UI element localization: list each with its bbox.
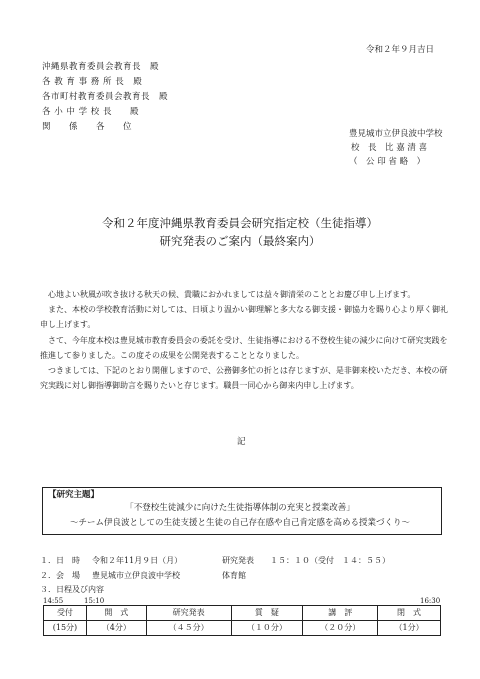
addressee-line: 各 教 育 事 務 所 長 殿 (42, 77, 143, 87)
body-paragraph: つきましては、下記のとおり開催しますので、公務御多忙の折とは存じますが、是非御来校いただき、本校の研究実践に対し御指導御助言を賜りたいと存じます。職員一同心から御来内申し上げます。 (40, 366, 448, 391)
schedule-duration: (15分) (44, 621, 87, 636)
schedule-event: 講 評 (303, 606, 378, 621)
time-mid: 15:10 (84, 597, 105, 605)
info-hall: 体育館 (222, 570, 246, 580)
research-theme-label: 【研究主題】 (48, 490, 100, 500)
research-theme-sub: ～チーム伊良波としての生徒支援と生徒の自己存在感や自己肯定感を高める授業づくり～ (69, 518, 410, 528)
schedule-event: 開 式 (86, 606, 146, 621)
info-label-schedule: ３．日程及び内容 (40, 585, 104, 594)
addressee-line: 沖縄県教育委員会教育長 殿 (42, 62, 160, 72)
document-title (0, 214, 480, 250)
body-text (40, 287, 450, 393)
addressee-line: 各 小 中 学 校 長 殿 (42, 107, 140, 117)
schedule-duration: （4分） (86, 621, 146, 636)
addressee-line: 各市町村教育委員会教育長 殿 (42, 92, 169, 102)
info-label-presentation: 研究発表 (222, 556, 254, 565)
schedule-event: 受付 (44, 606, 87, 621)
schedule-event: 質 疑 (231, 606, 303, 621)
schedule-duration: （１０分） (231, 621, 303, 636)
schedule-row-durations (44, 621, 441, 636)
info-label-datetime: １．日 時 (40, 556, 80, 565)
ki-heading: 記 (237, 437, 246, 447)
addressee-line: 関 係 各 位 (42, 122, 133, 132)
schedule-event: 閉 式 (378, 606, 441, 621)
schedule-row-events (44, 606, 441, 621)
addressee-list (42, 60, 168, 135)
body-paragraph: 心地よい秋風が吹き抜ける秋天の候、貴職におかれましては益々御清栄のこととお慶び申し上げます。 (48, 290, 416, 299)
info-venue: 豊見城市立伊良波中学校 (92, 570, 180, 580)
body-paragraph: また、本校の学校教育活動に対しては、日頃より温かい御理解と多大なる御支援・御協力を賜り心より厚く御礼申し上げます。 (40, 305, 448, 330)
schedule-event: 研究発表 (146, 606, 231, 621)
info-label-venue: ２．会 場 (40, 570, 80, 580)
title-line-2: 研究発表のご案内（最終案内） (159, 234, 321, 248)
time-end: 16:30 (420, 597, 441, 605)
info-date: 令和２年11月９日（月） (92, 556, 183, 565)
schedule-duration: （２０分） (303, 621, 378, 636)
info-time: １５：１０（受付 １４：５５） (270, 556, 390, 565)
time-start: 14:55 (43, 597, 64, 605)
body-paragraph: さて、今年度本校は豊見城市教育委員会の委託を受け、生徒指導における不登校生徒の減少に向けて研究実践を推進して参りました。この度その成果を公開発表することとなりました。 (40, 335, 448, 360)
sender-block (349, 127, 443, 169)
research-theme-main: 「不登校生徒減少に向けた生徒指導体制の充実と授業改善」 (125, 503, 355, 513)
sender-school: 豊見城市立伊良波中学校 (349, 129, 443, 139)
schedule-duration: （1分） (378, 621, 441, 636)
schedule-table (43, 605, 441, 636)
title-line-1: 令和２年度沖縄県教育委員会研究指定校（生徒指導） (102, 216, 378, 230)
schedule-duration: （４５分） (146, 621, 231, 636)
sender-principal: 校 長 比 嘉 清 喜 (351, 143, 428, 153)
sender-seal-note: （ 公 印 省 略 ） (349, 157, 426, 167)
document-date: 令和２年９月吉日 (365, 45, 434, 55)
